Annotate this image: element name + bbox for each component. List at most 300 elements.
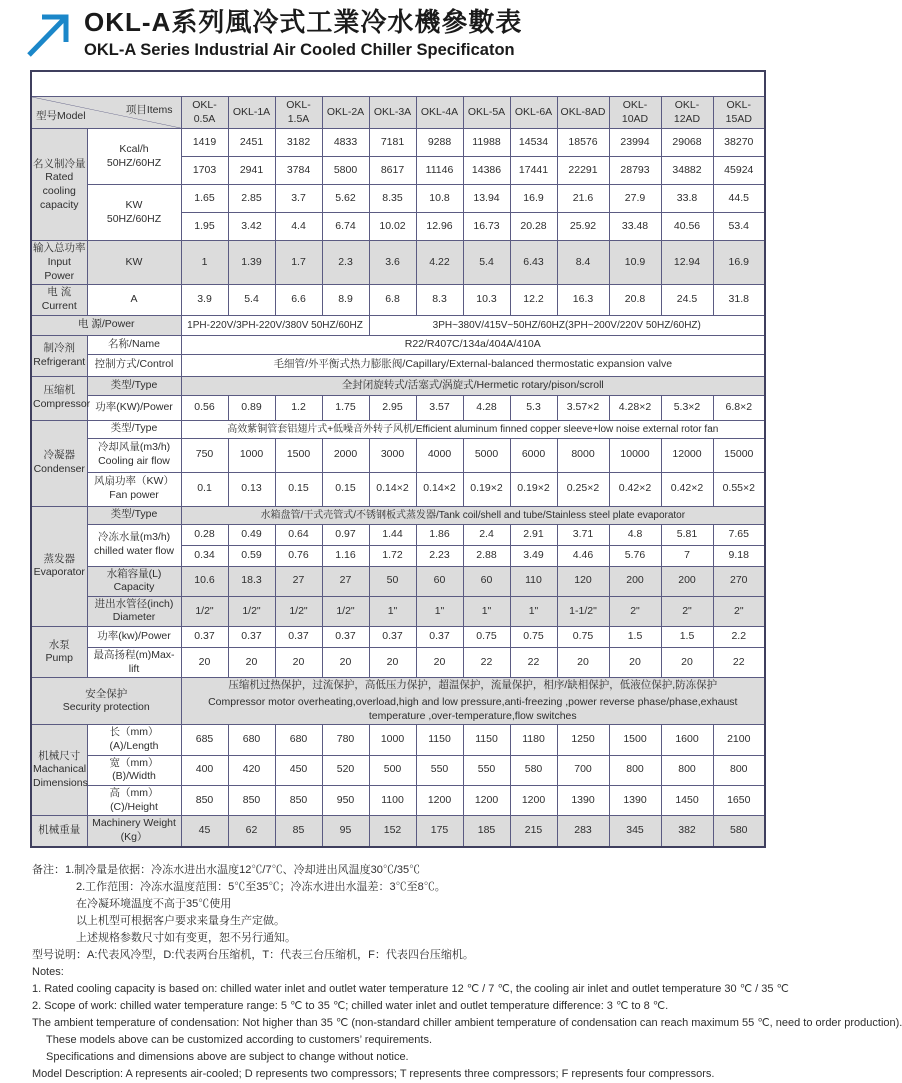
value-cell: 62 — [228, 816, 275, 847]
label-power-supply: 电 源/Power — [31, 315, 181, 335]
value-cell: 7 — [661, 545, 713, 566]
row-evaporator-type — [31, 506, 765, 524]
value-cell: 5.3 — [510, 395, 557, 420]
value-cell: 6.6 — [275, 285, 322, 315]
value-cell: 0.42×2 — [609, 472, 661, 506]
value-cell: 0.75 — [463, 627, 510, 648]
value-cell: 5000 — [463, 438, 510, 472]
item-width: 宽（mm）(B)/Width — [87, 755, 181, 785]
value-cell: 4.46 — [557, 545, 609, 566]
value-cell: 7181 — [369, 129, 416, 157]
value-cell: 5.81 — [661, 524, 713, 545]
model-header-cell: OKL-5A — [463, 97, 510, 129]
value-compressor-type: 全封闭旋转式/活塞式/涡旋式/Hermetic rotary/pison/scroll — [181, 376, 765, 395]
row-condenser-type — [31, 420, 765, 438]
value-cell: 33.8 — [661, 185, 713, 213]
value-cell: 1.65 — [181, 185, 228, 213]
value-cell: 20 — [416, 648, 463, 678]
value-cell: 0.37 — [369, 627, 416, 648]
value-cell: 4833 — [322, 129, 369, 157]
value-cell: 0.14×2 — [416, 472, 463, 506]
value-cell: 13.94 — [463, 185, 510, 213]
row-security-protection — [31, 678, 765, 725]
value-cell: 580 — [510, 755, 557, 785]
model-header-cell: OKL-1.5A — [275, 97, 322, 129]
row-power-supply — [31, 315, 765, 335]
value-cell: 152 — [369, 816, 416, 847]
model-header-cell: OKL-10AD — [609, 97, 661, 129]
value-cell: 50 — [369, 566, 416, 596]
value-cell: 21.6 — [557, 185, 609, 213]
value-cell: 110 — [510, 566, 557, 596]
model-header-cell: OKL-2A — [322, 97, 369, 129]
value-cell: 400 — [181, 755, 228, 785]
item-length: 长（mm）(A)/Length — [87, 725, 181, 755]
value-cell: 1/2" — [275, 596, 322, 626]
value-cell: 5.4 — [228, 285, 275, 315]
model-header-cell: OKL-3A — [369, 97, 416, 129]
value-cell: 1/2" — [322, 596, 369, 626]
security-text-zh: 压缩机过热保护，过流保护，高低压力保护，超温保护，流量保护，相序/缺相保护，低液位保护,防冻保护 — [228, 679, 718, 692]
value-cell: 8.9 — [322, 285, 369, 315]
model-header-cell: OKL-15AD — [713, 97, 765, 129]
value-cell: 0.56 — [181, 395, 228, 420]
value-cell: 40.56 — [661, 213, 713, 241]
category-compressor: 压缩机 Compressor — [31, 376, 87, 420]
value-cell: 0.55×2 — [713, 472, 765, 506]
model-header-row — [31, 97, 765, 129]
value-cell: 2.2 — [713, 627, 765, 648]
value-cell: 1200 — [510, 785, 557, 815]
category-condenser: 冷凝器 Condenser — [31, 420, 87, 506]
item-evaporator-type: 类型/Type — [87, 506, 181, 524]
value-cell: 10.6 — [181, 566, 228, 596]
category-current: 电 流 Current — [31, 285, 87, 315]
value-cell: 1200 — [416, 785, 463, 815]
value-cell: 1.5 — [609, 627, 661, 648]
value-cell: 12.94 — [661, 241, 713, 285]
value-cell: 4.28 — [463, 395, 510, 420]
value-cell: 33.48 — [609, 213, 661, 241]
value-cell: 1200 — [463, 785, 510, 815]
note-en-title: Notes: — [32, 966, 64, 979]
row-refrigerant-control — [31, 354, 765, 376]
value-cell: 1" — [463, 596, 510, 626]
corner-header-cell — [31, 97, 181, 129]
value-cell: 4.4 — [275, 213, 322, 241]
item-pipe-diameter: 进出水管径(inch) Diameter — [87, 596, 181, 626]
item-chilled-water-flow: 冷冻水量(m3/h) chilled water flow — [87, 524, 181, 566]
value-cell: 10.8 — [416, 185, 463, 213]
note-en-model-desc: Model Description: A represents air-cooled; D represents two compressors; T represents three compressors; F represents four compressors. — [32, 1068, 715, 1081]
value-cell: 29068 — [661, 129, 713, 157]
value-cell: 22291 — [557, 157, 609, 185]
value-cell: 3.49 — [510, 545, 557, 566]
row-pump-power — [31, 627, 765, 648]
value-cell: 1390 — [557, 785, 609, 815]
value-cell: 25.92 — [557, 213, 609, 241]
value-cell: 520 — [322, 755, 369, 785]
table-caption: OKL-A系列风冷式工业冷水机参数表 — [31, 71, 765, 97]
value-power-supply-1: 1PH-220V/3PH-220V/380V 50HZ/60HZ — [181, 315, 369, 335]
note-zh-model-desc: 型号说明：A:代表风冷型，D:代表两台压缩机，T：代表三台压缩机，F：代表四台压缩机。 — [32, 948, 474, 961]
item-unit-kcal: Kcal/h 50HZ/60HZ — [87, 129, 181, 185]
value-cell: 550 — [463, 755, 510, 785]
value-cell: 3.57×2 — [557, 395, 609, 420]
item-fan-power: 风扇功率（KW） Fan power — [87, 472, 181, 506]
note-zh-1: 备注：1.制冷量是依据：冷冻水进出水温度12℃/7℃、冷却进出风温度30℃/35℃ — [32, 863, 421, 876]
value-cell: 0.14×2 — [369, 472, 416, 506]
value-cell: 0.97 — [322, 524, 369, 545]
value-cell: 5.62 — [322, 185, 369, 213]
item-input-power-unit: KW — [87, 241, 181, 285]
page-title-zh: OKL-A系列風冷式工業冷水機參數表 — [84, 7, 523, 37]
value-cell: 20 — [181, 648, 228, 678]
value-evaporator-type: 水箱盘管/干式壳管式/不锈钢板式蒸发器/Tank coil/shell and tube/Stainless steel plate evaporator — [181, 506, 765, 524]
value-cell: 20.28 — [510, 213, 557, 241]
value-cell: 1.2 — [275, 395, 322, 420]
value-cell: 345 — [609, 816, 661, 847]
value-cell: 4000 — [416, 438, 463, 472]
value-cell: 31.8 — [713, 285, 765, 315]
value-cell: 1.7 — [275, 241, 322, 285]
value-cell: 0.15 — [275, 472, 322, 506]
value-cell: 27 — [322, 566, 369, 596]
value-cell: 17441 — [510, 157, 557, 185]
value-cell: 20 — [275, 648, 322, 678]
value-cell: 950 — [322, 785, 369, 815]
notes-section — [32, 862, 902, 1083]
value-cell: 20 — [322, 648, 369, 678]
value-cell: 20 — [557, 648, 609, 678]
value-cell: 12.96 — [416, 213, 463, 241]
value-cell: 1" — [416, 596, 463, 626]
value-cell: 8.3 — [416, 285, 463, 315]
value-cell: 0.37 — [322, 627, 369, 648]
value-cell: 2100 — [713, 725, 765, 755]
value-cell: 5800 — [322, 157, 369, 185]
value-cell: 6.8×2 — [713, 395, 765, 420]
value-cell: 1/2" — [181, 596, 228, 626]
value-cell: 685 — [181, 725, 228, 755]
value-cell: 0.49 — [228, 524, 275, 545]
value-cell: 0.89 — [228, 395, 275, 420]
value-cell: 45924 — [713, 157, 765, 185]
value-cell: 2" — [609, 596, 661, 626]
value-cell: 11988 — [463, 129, 510, 157]
item-tank-capacity: 水箱容量(L) Capacity — [87, 566, 181, 596]
note-en-5: Specifications and dimensions above are subject to change without notice. — [46, 1051, 409, 1064]
value-cell: 2.95 — [369, 395, 416, 420]
value-cell: 0.28 — [181, 524, 228, 545]
model-header-cell: OKL-4A — [416, 97, 463, 129]
row-length — [31, 725, 765, 755]
value-cell: 0.76 — [275, 545, 322, 566]
row-compressor-type — [31, 376, 765, 395]
value-cell: 800 — [661, 755, 713, 785]
row-width — [31, 755, 765, 785]
value-cell: 3.57 — [416, 395, 463, 420]
value-cell: 3.6 — [369, 241, 416, 285]
value-cell: 20 — [609, 648, 661, 678]
note-en-2: 2. Scope of work: chilled water temperature range: 5 ℃ to 35 ℃; chilled water inlet and outlet temperature difference: 3 ℃ to 8 ℃. — [32, 1000, 669, 1013]
row-current — [31, 285, 765, 315]
model-header-cell: OKL-12AD — [661, 97, 713, 129]
value-cell: 850 — [181, 785, 228, 815]
item-compressor-power: 功率(KW)/Power — [87, 395, 181, 420]
value-cell: 15000 — [713, 438, 765, 472]
value-cell: 3784 — [275, 157, 322, 185]
value-cell: 0.37 — [228, 627, 275, 648]
value-cell: 382 — [661, 816, 713, 847]
value-cell: 1000 — [228, 438, 275, 472]
value-cell: 5.3×2 — [661, 395, 713, 420]
value-cell: 0.25×2 — [557, 472, 609, 506]
value-cell: 12000 — [661, 438, 713, 472]
value-cell: 0.59 — [228, 545, 275, 566]
value-cell: 10.3 — [463, 285, 510, 315]
note-zh-2: 2.工作范围：冷冻水温度范围：5℃至35℃；冷冻水进出水温差：3℃至8℃。 — [76, 880, 446, 893]
value-cell: 5.76 — [609, 545, 661, 566]
value-cell: 16.3 — [557, 285, 609, 315]
value-cell: 0.1 — [181, 472, 228, 506]
value-cell: 22 — [510, 648, 557, 678]
value-cell: 0.19×2 — [463, 472, 510, 506]
value-cell: 16.9 — [510, 185, 557, 213]
corner-model-label: 型号Model — [36, 109, 86, 122]
table-caption-row — [31, 71, 765, 97]
value-cell: 0.75 — [510, 627, 557, 648]
value-cell: 2.91 — [510, 524, 557, 545]
item-refrigerant-name: 名称/Name — [87, 335, 181, 354]
value-refrigerant-name: R22/R407C/134a/404A/410A — [181, 335, 765, 354]
page-header — [22, 8, 763, 60]
value-cell: 23994 — [609, 129, 661, 157]
value-security-protection — [181, 678, 765, 725]
value-cell: 3182 — [275, 129, 322, 157]
value-cell: 2.4 — [463, 524, 510, 545]
value-cell: 2.3 — [322, 241, 369, 285]
value-cell: 0.42×2 — [661, 472, 713, 506]
value-cell: 2" — [713, 596, 765, 626]
row-height — [31, 785, 765, 815]
value-cell: 2" — [661, 596, 713, 626]
value-cell: 60 — [463, 566, 510, 596]
value-cell: 1250 — [557, 725, 609, 755]
value-cell: 850 — [228, 785, 275, 815]
value-cell: 2451 — [228, 129, 275, 157]
value-cell: 3.9 — [181, 285, 228, 315]
value-cell: 420 — [228, 755, 275, 785]
category-refrigerant: 制冷剂 Refrigerant — [31, 335, 87, 376]
value-cell: 120 — [557, 566, 609, 596]
value-cell: 8617 — [369, 157, 416, 185]
value-cell: 4.28×2 — [609, 395, 661, 420]
value-cell: 1100 — [369, 785, 416, 815]
item-machinery-weight: Machinery Weight (Kg） — [87, 816, 181, 847]
value-cell: 0.37 — [275, 627, 322, 648]
value-cell: 0.37 — [181, 627, 228, 648]
value-cell: 283 — [557, 816, 609, 847]
row-kcal-50hz — [31, 129, 765, 157]
category-machinery-weight: 机械重量 — [31, 816, 87, 847]
note-zh-3: 在冷凝环境温度不高于35℃使用 — [76, 897, 232, 910]
value-cell: 1" — [510, 596, 557, 626]
arrow-logo-icon — [22, 10, 74, 58]
value-cell: 18.3 — [228, 566, 275, 596]
item-unit-kw: KW 50HZ/60HZ — [87, 185, 181, 241]
value-cell: 34882 — [661, 157, 713, 185]
value-cell: 1500 — [275, 438, 322, 472]
note-en-3: The ambient temperature of condensation: Not higher than 35 ℃ (non-standard chiller ambient temperature of condensation can reach maximum 55 ℃, need to order production). — [32, 1017, 902, 1030]
value-cell: 18576 — [557, 129, 609, 157]
value-cell: 1.75 — [322, 395, 369, 420]
value-cell: 680 — [228, 725, 275, 755]
value-cell: 0.13 — [228, 472, 275, 506]
value-cell: 680 — [275, 725, 322, 755]
value-cell: 1-1/2" — [557, 596, 609, 626]
value-cell: 4.22 — [416, 241, 463, 285]
value-cell: 2941 — [228, 157, 275, 185]
value-cell: 27.9 — [609, 185, 661, 213]
value-cell: 0.19×2 — [510, 472, 557, 506]
value-cell: 8.4 — [557, 241, 609, 285]
value-cell: 20 — [228, 648, 275, 678]
row-fan-power — [31, 472, 765, 506]
category-dimensions: 机械尺寸 Machanical Dimensions — [31, 725, 87, 816]
row-max-lift — [31, 648, 765, 678]
value-cell: 3.71 — [557, 524, 609, 545]
value-cell: 24.5 — [661, 285, 713, 315]
value-cell: 0.37 — [416, 627, 463, 648]
note-zh-5: 上述规格参数尺寸如有变更，恕不另行通知。 — [76, 931, 296, 944]
value-cell: 1.39 — [228, 241, 275, 285]
value-cell: 6.43 — [510, 241, 557, 285]
row-cooling-air-flow — [31, 438, 765, 472]
model-header-cell: OKL-8AD — [557, 97, 609, 129]
value-cell: 10.02 — [369, 213, 416, 241]
value-cell: 6.74 — [322, 213, 369, 241]
category-security-protection: 安全保护 Security protection — [31, 678, 181, 725]
spec-table — [30, 70, 766, 848]
value-cell: 780 — [322, 725, 369, 755]
row-compressor-power — [31, 395, 765, 420]
value-cell: 0.34 — [181, 545, 228, 566]
value-cell: 27 — [275, 566, 322, 596]
value-cell: 1" — [369, 596, 416, 626]
item-pump-power: 功率(kw)/Power — [87, 627, 181, 648]
value-cell: 3.7 — [275, 185, 322, 213]
value-cell: 800 — [713, 755, 765, 785]
value-cell: 85 — [275, 816, 322, 847]
value-cell: 2.88 — [463, 545, 510, 566]
value-cell: 850 — [275, 785, 322, 815]
value-cell: 1 — [181, 241, 228, 285]
category-evaporator: 蒸发器 Evaporator — [31, 506, 87, 627]
value-cell: 175 — [416, 816, 463, 847]
value-cell: 450 — [275, 755, 322, 785]
note-en-4: These models above can be customized according to customers’ requirements. — [46, 1034, 433, 1047]
value-cell: 6000 — [510, 438, 557, 472]
value-power-supply-2: 3PH~380V/415V~50HZ/60HZ(3PH~200V/220V 50HZ/60HZ) — [369, 315, 765, 335]
value-cell: 1.72 — [369, 545, 416, 566]
model-header-cell: OKL-6A — [510, 97, 557, 129]
value-cell: 500 — [369, 755, 416, 785]
value-cell: 1000 — [369, 725, 416, 755]
value-cell: 14386 — [463, 157, 510, 185]
category-pump: 水泵 Pump — [31, 627, 87, 678]
value-cell: 16.73 — [463, 213, 510, 241]
value-cell: 1150 — [416, 725, 463, 755]
value-cell: 0.64 — [275, 524, 322, 545]
value-cell: 2.23 — [416, 545, 463, 566]
value-cell: 9.18 — [713, 545, 765, 566]
value-cell: 28793 — [609, 157, 661, 185]
value-cell: 38270 — [713, 129, 765, 157]
value-cell: 44.5 — [713, 185, 765, 213]
value-cell: 14534 — [510, 129, 557, 157]
value-cell: 16.9 — [713, 241, 765, 285]
value-cell: 1.5 — [661, 627, 713, 648]
item-height: 高（mm）(C)/Height — [87, 785, 181, 815]
value-cell: 1.86 — [416, 524, 463, 545]
value-cell: 8.35 — [369, 185, 416, 213]
value-cell: 0.15 — [322, 472, 369, 506]
value-cell: 20.8 — [609, 285, 661, 315]
page-title-en: OKL-A Series Industrial Air Cooled Chiller Specificaton — [84, 40, 515, 59]
row-machinery-weight — [31, 816, 765, 847]
value-cell: 10000 — [609, 438, 661, 472]
value-cell: 0.75 — [557, 627, 609, 648]
value-cell: 1419 — [181, 129, 228, 157]
model-header-cell: OKL-1A — [228, 97, 275, 129]
value-cell: 580 — [713, 816, 765, 847]
value-cell: 7.65 — [713, 524, 765, 545]
value-cell: 20 — [369, 648, 416, 678]
value-cell: 1500 — [609, 725, 661, 755]
item-max-lift: 最高扬程(m)Max-lift — [87, 648, 181, 678]
value-cell: 1.95 — [181, 213, 228, 241]
value-cell: 200 — [609, 566, 661, 596]
value-cell: 1600 — [661, 725, 713, 755]
value-cell: 185 — [463, 816, 510, 847]
row-kw-50hz — [31, 185, 765, 213]
value-cell: 6.8 — [369, 285, 416, 315]
value-cell: 1703 — [181, 157, 228, 185]
value-cell: 45 — [181, 816, 228, 847]
value-cell: 11146 — [416, 157, 463, 185]
row-pipe-diameter — [31, 596, 765, 626]
row-input-power — [31, 241, 765, 285]
value-cell: 215 — [510, 816, 557, 847]
value-cell: 700 — [557, 755, 609, 785]
value-cell: 22 — [713, 648, 765, 678]
model-header-cell: OKL-0.5A — [181, 97, 228, 129]
note-zh-4: 以上机型可根据客户要求来量身生产定做。 — [76, 914, 285, 927]
value-cell: 1650 — [713, 785, 765, 815]
value-cell: 53.4 — [713, 213, 765, 241]
value-cell: 800 — [609, 755, 661, 785]
value-cell: 1450 — [661, 785, 713, 815]
value-cell: 1390 — [609, 785, 661, 815]
value-cell: 750 — [181, 438, 228, 472]
corner-items-label: 项目Items — [125, 104, 173, 117]
security-text-en: Compressor motor overheating,overload,high and low pressure,anti-freezing ,power reverse phase/phase,exhaust temperature ,over-temperature,flow switches — [208, 696, 738, 723]
value-cell: 22 — [463, 648, 510, 678]
value-condenser-type: 高效紫铜管套铝翅片式+低噪音外转子风机/Efficient aluminum finned copper sleeve+low noise external rotor fan — [181, 420, 765, 438]
value-cell: 2.85 — [228, 185, 275, 213]
value-cell: 1.16 — [322, 545, 369, 566]
